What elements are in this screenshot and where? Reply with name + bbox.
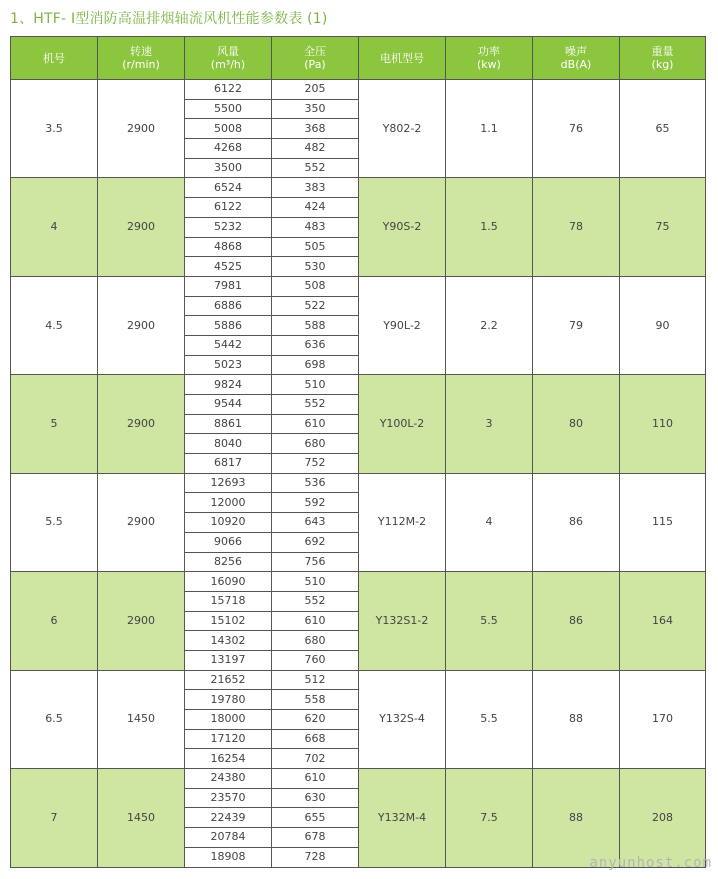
airflow-cell: 5232 (185, 217, 272, 237)
airflow-cell: 12000 (185, 493, 272, 513)
airflow-cell: 12693 (185, 473, 272, 493)
column-header-weight (620, 37, 706, 80)
airflow-cell: 5023 (185, 355, 272, 375)
table-row (11, 473, 706, 493)
speed-cell: 2900 (98, 178, 185, 276)
pressure-cell: 512 (272, 670, 359, 690)
motor-cell: Y132S-4 (359, 670, 446, 768)
speed-cell: 2900 (98, 473, 185, 571)
speed-cell: 2900 (98, 276, 185, 374)
airflow-cell: 6122 (185, 80, 272, 100)
airflow-cell: 5500 (185, 99, 272, 119)
weight-cell: 90 (620, 276, 706, 374)
table-row (11, 178, 706, 198)
model-cell: 6 (11, 572, 98, 670)
power-cell: 1.5 (446, 178, 533, 276)
column-header-model (11, 37, 98, 80)
motor-cell: Y100L-2 (359, 375, 446, 473)
table-row (11, 375, 706, 395)
model-cell: 4.5 (11, 276, 98, 374)
pressure-cell: 655 (272, 808, 359, 828)
airflow-cell: 9544 (185, 395, 272, 415)
column-header-label: 风量 (217, 45, 239, 58)
airflow-cell: 8256 (185, 552, 272, 572)
airflow-cell: 5886 (185, 316, 272, 336)
pressure-cell: 692 (272, 532, 359, 552)
airflow-cell: 24380 (185, 769, 272, 789)
pressure-cell: 552 (272, 158, 359, 178)
airflow-cell: 3500 (185, 158, 272, 178)
airflow-cell: 5008 (185, 119, 272, 139)
pressure-cell: 610 (272, 414, 359, 434)
model-cell: 5 (11, 375, 98, 473)
pressure-cell: 536 (272, 473, 359, 493)
column-header-label: 功率 (478, 45, 500, 58)
airflow-cell: 6122 (185, 198, 272, 218)
airflow-cell: 8861 (185, 414, 272, 434)
pressure-cell: 620 (272, 710, 359, 730)
column-header-speed (98, 37, 185, 80)
table-row (11, 276, 706, 296)
pressure-cell: 592 (272, 493, 359, 513)
weight-cell: 208 (620, 769, 706, 867)
column-header-label: 重量 (651, 45, 674, 58)
weight-cell: 110 (620, 375, 706, 473)
pressure-cell: 636 (272, 335, 359, 355)
pressure-cell: 510 (272, 572, 359, 592)
column-header-unit: (kw) (477, 58, 501, 71)
pressure-cell: 643 (272, 513, 359, 533)
weight-cell: 75 (620, 178, 706, 276)
speed-cell: 2900 (98, 375, 185, 473)
fan-spec-table (10, 36, 706, 868)
weight-cell: 170 (620, 670, 706, 768)
pressure-cell: 630 (272, 788, 359, 808)
speed-cell: 1450 (98, 769, 185, 867)
column-header-label: 电机型号 (380, 51, 424, 65)
power-cell: 2.2 (446, 276, 533, 374)
motor-cell: Y802-2 (359, 80, 446, 178)
pressure-cell: 552 (272, 395, 359, 415)
pressure-cell: 680 (272, 434, 359, 454)
pressure-cell: 510 (272, 375, 359, 395)
weight-cell: 65 (620, 80, 706, 178)
noise-cell: 76 (533, 80, 620, 178)
weight-cell: 115 (620, 473, 706, 571)
column-header-unit: dB(A) (560, 58, 592, 71)
pressure-cell: 530 (272, 257, 359, 277)
pressure-cell: 702 (272, 749, 359, 769)
airflow-cell: 16254 (185, 749, 272, 769)
noise-cell: 88 (533, 670, 620, 768)
motor-cell: Y90L-2 (359, 276, 446, 374)
weight-cell: 164 (620, 572, 706, 670)
column-header-noise (533, 37, 620, 80)
airflow-cell: 10920 (185, 513, 272, 533)
speed-cell: 2900 (98, 80, 185, 178)
noise-cell: 86 (533, 473, 620, 571)
motor-cell: Y132S1-2 (359, 572, 446, 670)
airflow-cell: 6524 (185, 178, 272, 198)
pressure-cell: 368 (272, 119, 359, 139)
noise-cell: 86 (533, 572, 620, 670)
column-header-unit: (m³/h) (210, 58, 246, 71)
table-body (11, 80, 706, 868)
motor-cell: Y90S-2 (359, 178, 446, 276)
airflow-cell: 14302 (185, 631, 272, 651)
pressure-cell: 558 (272, 690, 359, 710)
power-cell: 3 (446, 375, 533, 473)
column-header-unit: (kg) (651, 58, 674, 71)
airflow-cell: 8040 (185, 434, 272, 454)
column-header-label: 全压 (304, 45, 326, 58)
pressure-cell: 482 (272, 139, 359, 159)
pressure-cell: 698 (272, 355, 359, 375)
column-header-label: 机号 (43, 51, 65, 65)
airflow-cell: 20784 (185, 828, 272, 848)
pressure-cell: 668 (272, 729, 359, 749)
column-header-pressure (272, 37, 359, 80)
column-header-motor (359, 37, 446, 80)
pressure-cell: 508 (272, 276, 359, 296)
airflow-cell: 15102 (185, 611, 272, 631)
pressure-cell: 483 (272, 217, 359, 237)
watermark: anyunhost.com (589, 855, 712, 871)
airflow-cell: 5442 (185, 335, 272, 355)
airflow-cell: 16090 (185, 572, 272, 592)
pressure-cell: 424 (272, 198, 359, 218)
pressure-cell: 383 (272, 178, 359, 198)
airflow-cell: 4868 (185, 237, 272, 257)
table-row (11, 769, 706, 789)
pressure-cell: 350 (272, 99, 359, 119)
pressure-cell: 756 (272, 552, 359, 572)
table-header-row (11, 37, 706, 80)
power-cell: 5.5 (446, 572, 533, 670)
power-cell: 7.5 (446, 769, 533, 867)
speed-cell: 1450 (98, 670, 185, 768)
column-header-label: 转速 (130, 45, 152, 58)
airflow-cell: 4525 (185, 257, 272, 277)
column-header-label: 噪声 (565, 45, 587, 58)
airflow-cell: 19780 (185, 690, 272, 710)
noise-cell: 80 (533, 375, 620, 473)
column-header-unit: (Pa) (304, 58, 326, 71)
airflow-cell: 22439 (185, 808, 272, 828)
model-cell: 3.5 (11, 80, 98, 178)
pressure-cell: 728 (272, 847, 359, 867)
column-header-airflow (185, 37, 272, 80)
airflow-cell: 13197 (185, 650, 272, 670)
airflow-cell: 18000 (185, 710, 272, 730)
airflow-cell: 21652 (185, 670, 272, 690)
model-cell: 7 (11, 769, 98, 867)
pressure-cell: 610 (272, 769, 359, 789)
table-row (11, 572, 706, 592)
motor-cell: Y112M-2 (359, 473, 446, 571)
pressure-cell: 678 (272, 828, 359, 848)
page-title: 1、HTF- Ⅰ型消防高温排烟轴流风机性能参数表 (1) (10, 11, 328, 27)
pressure-cell: 610 (272, 611, 359, 631)
motor-cell: Y132M-4 (359, 769, 446, 867)
model-cell: 4 (11, 178, 98, 276)
pressure-cell: 552 (272, 591, 359, 611)
noise-cell: 79 (533, 276, 620, 374)
pressure-cell: 588 (272, 316, 359, 336)
pressure-cell: 752 (272, 454, 359, 474)
airflow-cell: 4268 (185, 139, 272, 159)
pressure-cell: 205 (272, 80, 359, 100)
airflow-cell: 18908 (185, 847, 272, 867)
airflow-cell: 17120 (185, 729, 272, 749)
power-cell: 4 (446, 473, 533, 571)
airflow-cell: 23570 (185, 788, 272, 808)
noise-cell: 88 (533, 769, 620, 867)
pressure-cell: 760 (272, 650, 359, 670)
noise-cell: 78 (533, 178, 620, 276)
table-row (11, 80, 706, 100)
column-header-power (446, 37, 533, 80)
airflow-cell: 9066 (185, 532, 272, 552)
column-header-unit: (r/min) (122, 58, 160, 71)
table-row (11, 670, 706, 690)
speed-cell: 2900 (98, 572, 185, 670)
airflow-cell: 7981 (185, 276, 272, 296)
airflow-cell: 6817 (185, 454, 272, 474)
pressure-cell: 522 (272, 296, 359, 316)
airflow-cell: 15718 (185, 591, 272, 611)
airflow-cell: 6886 (185, 296, 272, 316)
model-cell: 5.5 (11, 473, 98, 571)
pressure-cell: 680 (272, 631, 359, 651)
airflow-cell: 9824 (185, 375, 272, 395)
pressure-cell: 505 (272, 237, 359, 257)
model-cell: 6.5 (11, 670, 98, 768)
power-cell: 5.5 (446, 670, 533, 768)
power-cell: 1.1 (446, 80, 533, 178)
